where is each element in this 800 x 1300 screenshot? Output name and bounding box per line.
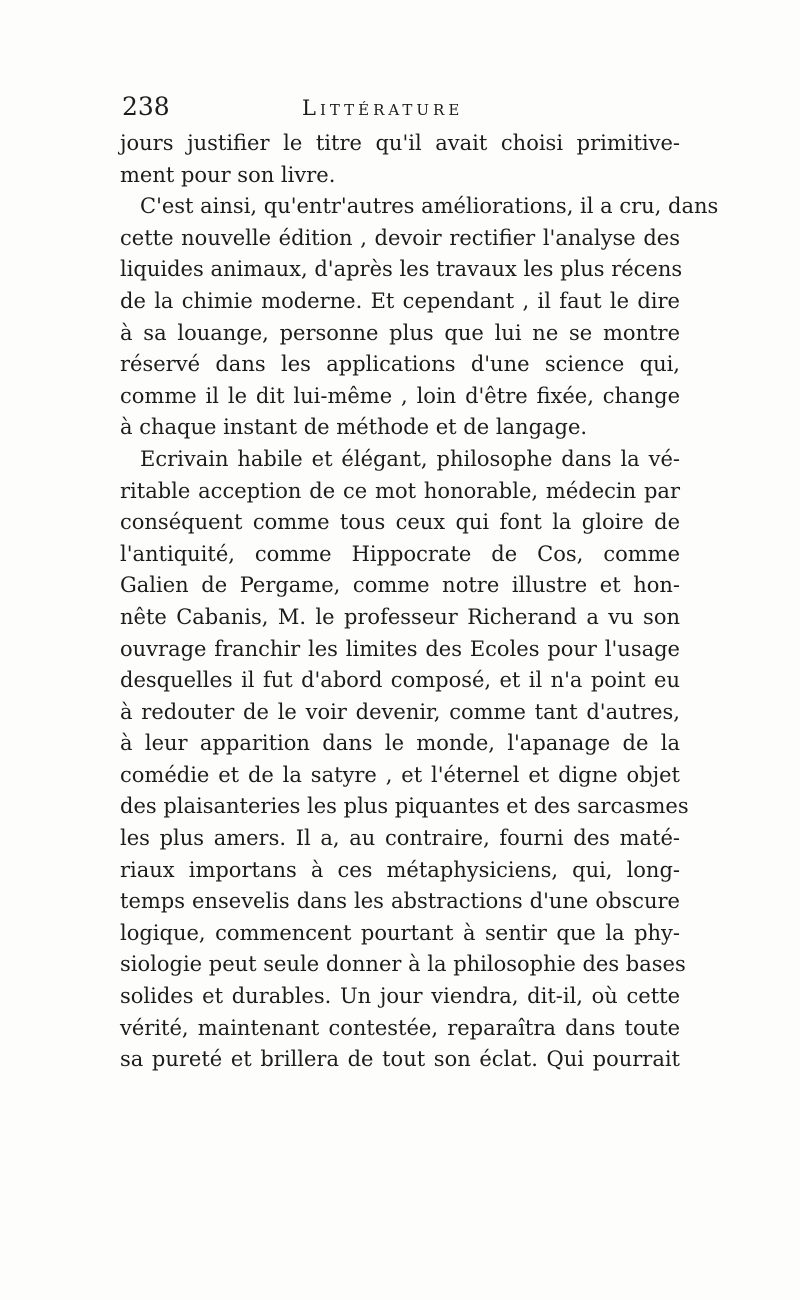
text-line: C'est ainsi, qu'entr'autres améliorations, il a cru, dans [140,194,719,219]
text-line: cette nouvelle édition , devoir rectifier l'analyse des [120,225,680,250]
text-line: Ecrivain habile et élégant, philosophe dans la vé- [140,446,680,471]
text-line: solides et durables. Un jour viendra, dit-il, où cette [120,984,680,1009]
page-number: 238 [122,92,170,121]
text-line: comédie et de la satyre , et l'éternel et digne objet [120,762,680,787]
text-line: à sa louange, personne plus que lui ne se montre [120,320,680,345]
text-line: à leur apparition dans le monde, l'apanage de la [120,731,680,756]
running-head: Littérature [302,96,464,120]
page-header [122,92,682,132]
text-line: à redouter de le voir devenir, comme tant d'autres, [120,699,680,724]
text-line: réservé dans les applications d'une science qui, [120,352,680,377]
body-text [120,128,719,1076]
text-line: des plaisanteries les plus piquantes et des sarcasmes [120,794,689,819]
text-line: sa pureté et brillera de tout son éclat. Qui pourrait [120,1047,680,1072]
text-line: Galien de Pergame, comme notre illustre et hon- [120,573,680,598]
text-line: ment pour son livre. [120,162,336,187]
text-line: siologie peut seule donner à la philosophie des bases [120,952,686,977]
text-line: temps ensevelis dans les abstractions d'une obscure [120,889,680,914]
text-line: de la chimie moderne. Et cependant , il faut le dire [120,288,680,313]
text-line: ouvrage franchir les limites des Ecoles pour l'usage [120,636,680,661]
text-line: l'antiquité, comme Hippocrate de Cos, comme [120,541,680,566]
text-line: ritable acception de ce mot honorable, médecin par [120,478,680,503]
text-line: les plus amers. Il a, au contraire, fourni des maté- [120,826,680,851]
text-line: comme il le dit lui-même , loin d'être fixée, change [120,383,680,408]
text-line: desquelles il fut d'abord composé, et il n'a point eu [120,668,680,693]
text-line: jours justifier le titre qu'il avait choisi primitive- [120,131,680,155]
text-line: à chaque instant de méthode et de langage. [120,415,588,440]
text-line: nête Cabanis, M. le professeur Richerand a vu son [120,604,680,629]
text-line: vérité, maintenant contestée, reparaîtra dans toute [120,1015,680,1040]
text-line: riaux importans à ces métaphysiciens, qui, long- [120,857,680,882]
text-line: conséquent comme tous ceux qui font la gloire de [120,510,680,535]
text-line: logique, commencent pourtant à sentir que la phy- [120,920,680,945]
text-line: liquides animaux, d'après les travaux les plus récens [120,257,683,282]
